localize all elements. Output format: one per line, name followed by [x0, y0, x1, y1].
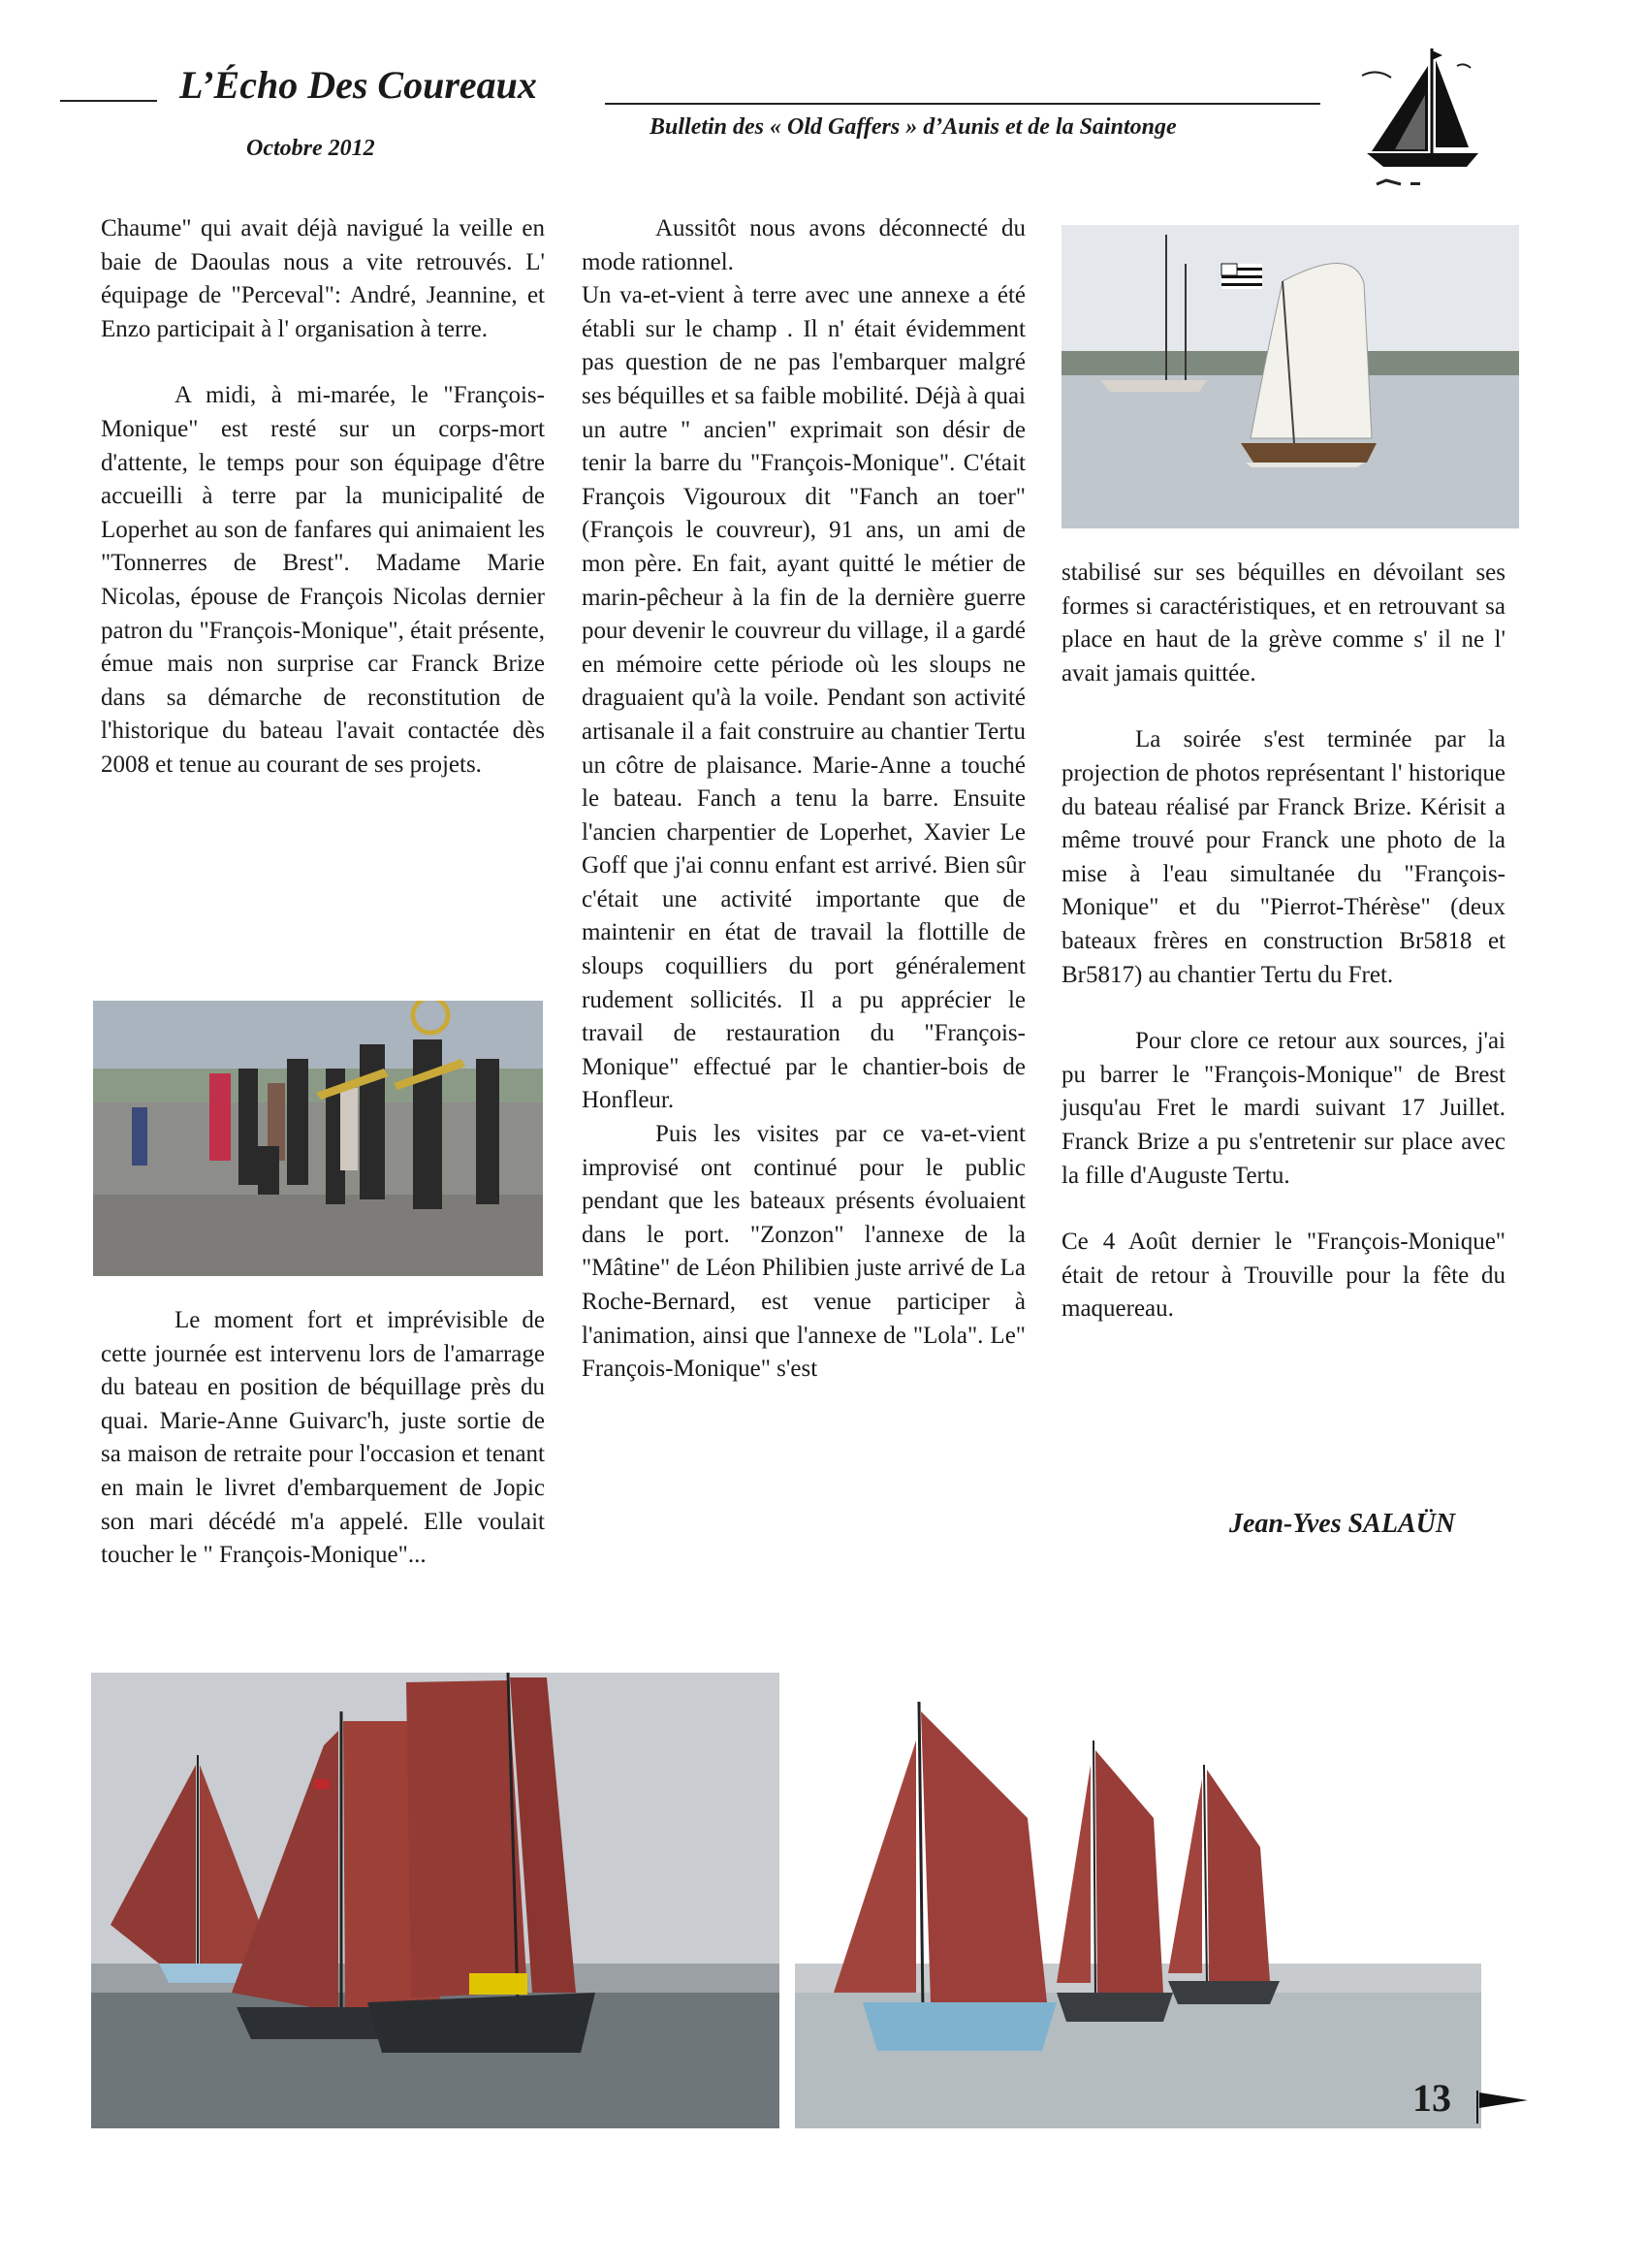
col3-paragraph-1: stabilisé sur ses béquilles en dévoilant ses formes si caractéristiques, et en retrouvant sa place en haut de la grève comme s' il ne l' avait jamais quittée.	[1062, 559, 1505, 687]
header-rule-left	[60, 100, 157, 102]
photo-sailboat-breton-flag	[1062, 225, 1519, 528]
col3-paragraph-2: La soirée s'est terminée par la projection de photos représentant l' historique du bateau réalisé par Franck Brize. Kérisit a même trouvé pour Franck une photo de la mise à l'eau simultanée du "François-Monique" et du "Pierrot-Thérèse" (deux bateaux frères en construction Br5818 et Br5817) au chantier Tertu du Fret.	[1062, 726, 1505, 988]
photo-brass-band	[93, 1001, 543, 1276]
col1-paragraph-3: Le moment fort et imprévisible de cette journée est intervenu lors de l'amarrage du bateau en position de béquillage près du quai. Marie-Anne Guivarc'h, juste sortie de sa maison de retraite pour l'occasion et tenant en main le livret d'embarquement de Jopic son mari décédé m'a appelé. Elle voulait toucher le " François-Monique"...	[101, 1307, 545, 1569]
col3-paragraph-3: Pour clore ce retour aux sources, j'ai pu barrer le "François-Monique" de Brest jusqu'au Fret le mardi suivant 17 Juillet. Franck Brize a pu s'entretenir sur place avec la fille d'Auguste Tertu.	[1062, 1028, 1505, 1189]
bulletin-subtitle: Bulletin des « Old Gaffers » d’Aunis et de la Saintonge	[650, 114, 1177, 140]
article-column-1-continued	[101, 1304, 545, 1573]
sailboat-logo-icon	[1343, 39, 1507, 194]
photo-red-sail-fleet	[795, 1673, 1481, 2128]
masthead-title: L’Écho Des Coureaux	[179, 63, 537, 107]
pennant-icon	[1474, 2087, 1532, 2125]
col1-paragraph-2: A midi, à mi-marée, le "François-Monique" est resté sur un corps-mort d'attente, le temps pour son équipage d'être accueilli à terre par la municipalité de Loperhet au son de fanfares qui animaient les "Tonnerres de Brest". Madame Marie Nicolas, épouse de François Nicolas dernier patron du "François-Monique", était présente, émue mais non surprise car Franck Brize dans sa démarche de reconstitution de l'historique du bateau l'avait contactée dès 2008 et tenue au courant de ses projets.	[101, 382, 545, 778]
page-number: 13	[1412, 2076, 1451, 2120]
col2-paragraph-2: Un va-et-vient à terre avec une annexe a été établi sur le champ . Il n' était évidemment pas question de ne pas l'embarquer malgré ses béquilles et sa faible mobilité. Déjà à quai un autre " ancien" exprimait son désir de tenir la barre du "François-Monique". C'était François Vigouroux dit "Fanch an toer" (François le couvreur), 91 ans, un ami de mon père. En fait, ayant quitté le métier de marin-pêcheur à la fin de la dernière guerre pour devenir le couvreur du village, il a gardé en mémoire cette période où les sloups ne draguaient qu'à la voile. Pendant son activité artisanale il a fait construire au chantier Tertu un côtre de plaisance. Marie-Anne a touché le bateau. Fanch a tenu la barre. Ensuite l'ancien charpentier de Loperhet, Xavier Le Goff que j'ai connu enfant est arrivé. Bien sûr c'était une activité importante que de maintenir en état de travail la flottille de sloups coquilliers du port généralement rudement sollicités. Il a pu apprécier le travail de restauration du "François-Monique" effectué par le chantier-bois de Honfleur.	[582, 282, 1026, 1114]
article-column-1	[101, 212, 545, 783]
article-column-2	[582, 212, 1026, 1387]
col2-paragraph-3: Puis les visites par ce va-et-vient improvisé ont continué pour le public pendant que les bateaux présents évoluaient dans le port. "Zonzon" l'annexe de la "Mâtine" de Léon Philibien juste arrivé de La Roche-Bernard, est venue participer à l'animation, ainsi que l'annexe de "Lola". Le" François-Monique" s'est	[582, 1121, 1026, 1383]
col1-paragraph-1: Chaume" qui avait déjà navigué la veille en baie de Daoulas nous a vite retrouvés. L' équipage de "Perceval": André, Jeannine, et Enzo participait à l' organisation à terre.	[101, 215, 545, 342]
header-rule-right	[605, 103, 1320, 105]
photo-three-red-sail-boats	[91, 1673, 779, 2128]
issue-date: Octobre 2012	[246, 136, 375, 161]
article-column-3	[1062, 557, 1505, 1326]
col3-paragraph-4: Ce 4 Août dernier le "François-Monique" était de retour à Trouville pour la fête du maquereau.	[1062, 1229, 1505, 1323]
author-signature: Jean-Yves SALAÜN	[1229, 1509, 1456, 1539]
col2-paragraph-1: Aussitôt nous avons déconnecté du mode rationnel.	[582, 215, 1026, 275]
